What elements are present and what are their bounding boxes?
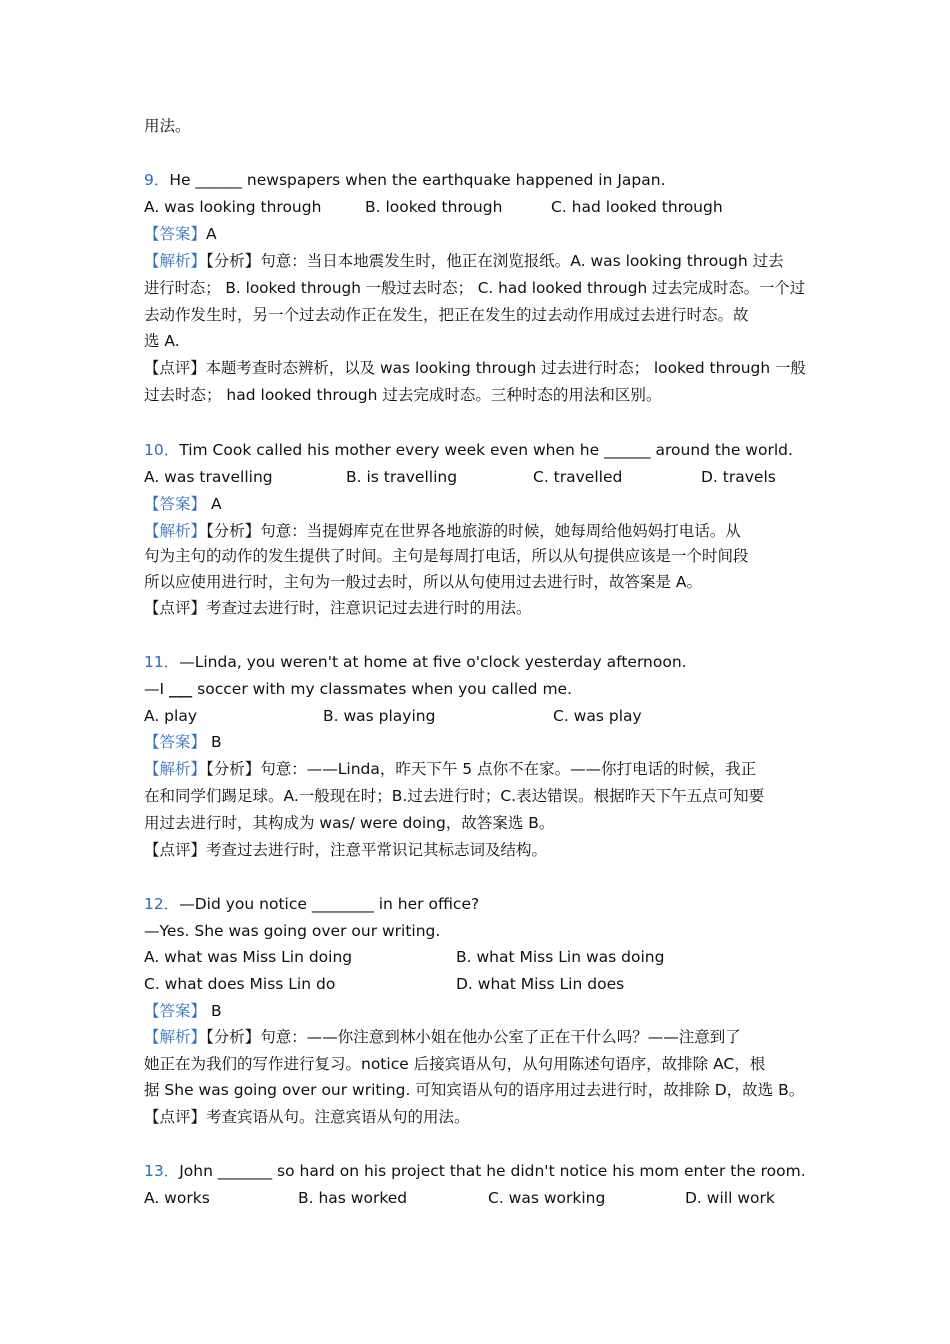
- answer-value: B: [206, 733, 222, 751]
- answer-label: 【答案】: [144, 225, 207, 243]
- analysis-line: 【解析】【分析】句意：——你注意到林小姐在他办公室了正在干什么吗？——注意到了: [144, 1028, 741, 1046]
- answer-value: B: [206, 1002, 222, 1020]
- analysis-line: 选 A.: [144, 332, 180, 350]
- review-label: 【点评】: [144, 1108, 207, 1126]
- review-label: 【点评】: [144, 359, 206, 377]
- option-c: C. was working: [488, 1189, 606, 1207]
- review-line: 【点评】考查过去进行时，注意平常识记其标志词及结构。: [144, 841, 548, 859]
- analysis-line: 【解析】【分析】句意：当提姆库克在世界各地旅游的时候，她每周给他妈妈打电话。从: [144, 522, 741, 540]
- question-stem: He ______ newspapers when the earthquake happened in Japan.: [169, 171, 666, 189]
- option-a: A. works: [144, 1189, 210, 1207]
- option-b: B. is travelling: [346, 468, 458, 486]
- review-line: 【点评】考查宾语从句。注意宾语从句的用法。: [144, 1108, 470, 1126]
- analysis-label: 【解析】: [144, 760, 207, 778]
- question-stem: —Linda, you weren't at home at five o'clock yesterday afternoon.: [179, 653, 687, 671]
- answer-label: 【答案】: [144, 733, 207, 751]
- question-number: 13．: [144, 1162, 180, 1180]
- answer-label: 【答案】: [144, 495, 207, 513]
- review-line: 过去时态； had looked through 过去完成时态。三种时态的用法和区别。: [144, 386, 662, 404]
- answer-label: 【答案】: [144, 1002, 207, 1020]
- analysis-line: 据 She was going over our writing. 可知宾语从句的语序用过去进行时，故排除 D，故选 B。: [144, 1081, 805, 1099]
- option-b: B. was playing: [323, 707, 436, 725]
- analysis-label: 【解析】: [144, 1028, 207, 1046]
- analysis-line: 用过去进行时，其构成为 was/ were doing，故答案选 B。: [144, 814, 555, 832]
- answer-value: A: [206, 495, 222, 513]
- question-9: [144, 170, 666, 190]
- analysis-line: 她正在为我们的写作进行复习。notice 后接宾语从句，从句用陈述句语序，故排除 AC，根: [144, 1055, 766, 1073]
- option-c: C. travelled: [533, 468, 623, 486]
- review-line: 【点评】本题考查时态辨析，以及 was looking through 过去进行时态； looked through 一般: [144, 359, 806, 377]
- review-label: 【点评】: [144, 841, 207, 859]
- question-stem: Tim Cook called his mother every week even when he ______ around the world.: [179, 441, 793, 459]
- question-number: 10．: [144, 441, 180, 459]
- analysis-line: 【解析】【分析】句意：当日本地震发生时，他正在浏览报纸。A. was looking through 过去: [144, 252, 784, 270]
- analysis-line: 进行时态； B. looked through 一般过去时态； C. had looked through 过去完成时态。一个过: [144, 279, 805, 297]
- option-b: B. has worked: [298, 1189, 408, 1207]
- option-d: D. what Miss Lin does: [456, 975, 625, 993]
- question-11: [144, 652, 687, 672]
- option-a: A. was travelling: [144, 468, 273, 486]
- question-12: [144, 894, 479, 914]
- answer-value: A: [206, 225, 217, 243]
- option-d: D. travels: [701, 468, 776, 486]
- answer-line: [144, 732, 222, 752]
- option-d: D. will work: [685, 1189, 775, 1207]
- question-stem: —Did you notice ________ in her office?: [179, 895, 480, 913]
- question-10: [144, 440, 793, 460]
- option-b: B. looked through: [365, 198, 503, 216]
- question-number: 9．: [144, 171, 170, 189]
- question-13: [144, 1161, 806, 1181]
- option-a: A. what was Miss Lin doing: [144, 948, 353, 966]
- review-label: 【点评】: [144, 599, 207, 617]
- option-c: C. had looked through: [551, 198, 723, 216]
- question-stem: John _______ so hard on his project that he didn't notice his mom enter the room.: [179, 1162, 806, 1180]
- analysis-line: 去动作发生时，另一个过去动作正在发生，把正在发生的过去动作用成过去进行时态。故: [144, 306, 749, 324]
- analysis-line: 所以应使用进行时，主句为一般过去时，所以从句使用过去进行时，故答案是 A。: [144, 573, 703, 591]
- review-line: 【点评】考查过去进行时，注意识记过去进行时的用法。: [144, 599, 532, 617]
- answer-line: [144, 224, 217, 244]
- answer-line: [144, 494, 222, 514]
- question-number: 12．: [144, 895, 180, 913]
- analysis-label: 【解析】: [144, 252, 207, 270]
- question-stem-line-2: —I ___ soccer with my classmates when you called me.: [144, 680, 573, 698]
- question-number: 11．: [144, 653, 180, 671]
- intro-text: 用法。: [144, 117, 191, 135]
- option-c: C. what does Miss Lin do: [144, 975, 336, 993]
- option-c: C. was play: [553, 707, 642, 725]
- answer-line: [144, 1001, 222, 1021]
- option-a: A. play: [144, 707, 198, 725]
- question-stem-line-2: —Yes. She was going over our writing.: [144, 922, 441, 940]
- analysis-line: 【解析】【分析】句意：——Linda，昨天下午 5 点你不在家。——你打电话的时候，我正: [144, 760, 757, 778]
- analysis-label: 【解析】: [144, 522, 207, 540]
- option-b: B. what Miss Lin was doing: [456, 948, 665, 966]
- analysis-line: 在和同学们踢足球。A.一般现在时；B.过去进行时；C.表达错误。根据昨天下午五点可知要: [144, 787, 765, 805]
- blank: ___: [169, 680, 193, 698]
- option-a: A. was looking through: [144, 198, 322, 216]
- analysis-line: 句为主句的动作的发生提供了时间。主句是每周打电话，所以从句提供应该是一个时间段: [144, 547, 749, 565]
